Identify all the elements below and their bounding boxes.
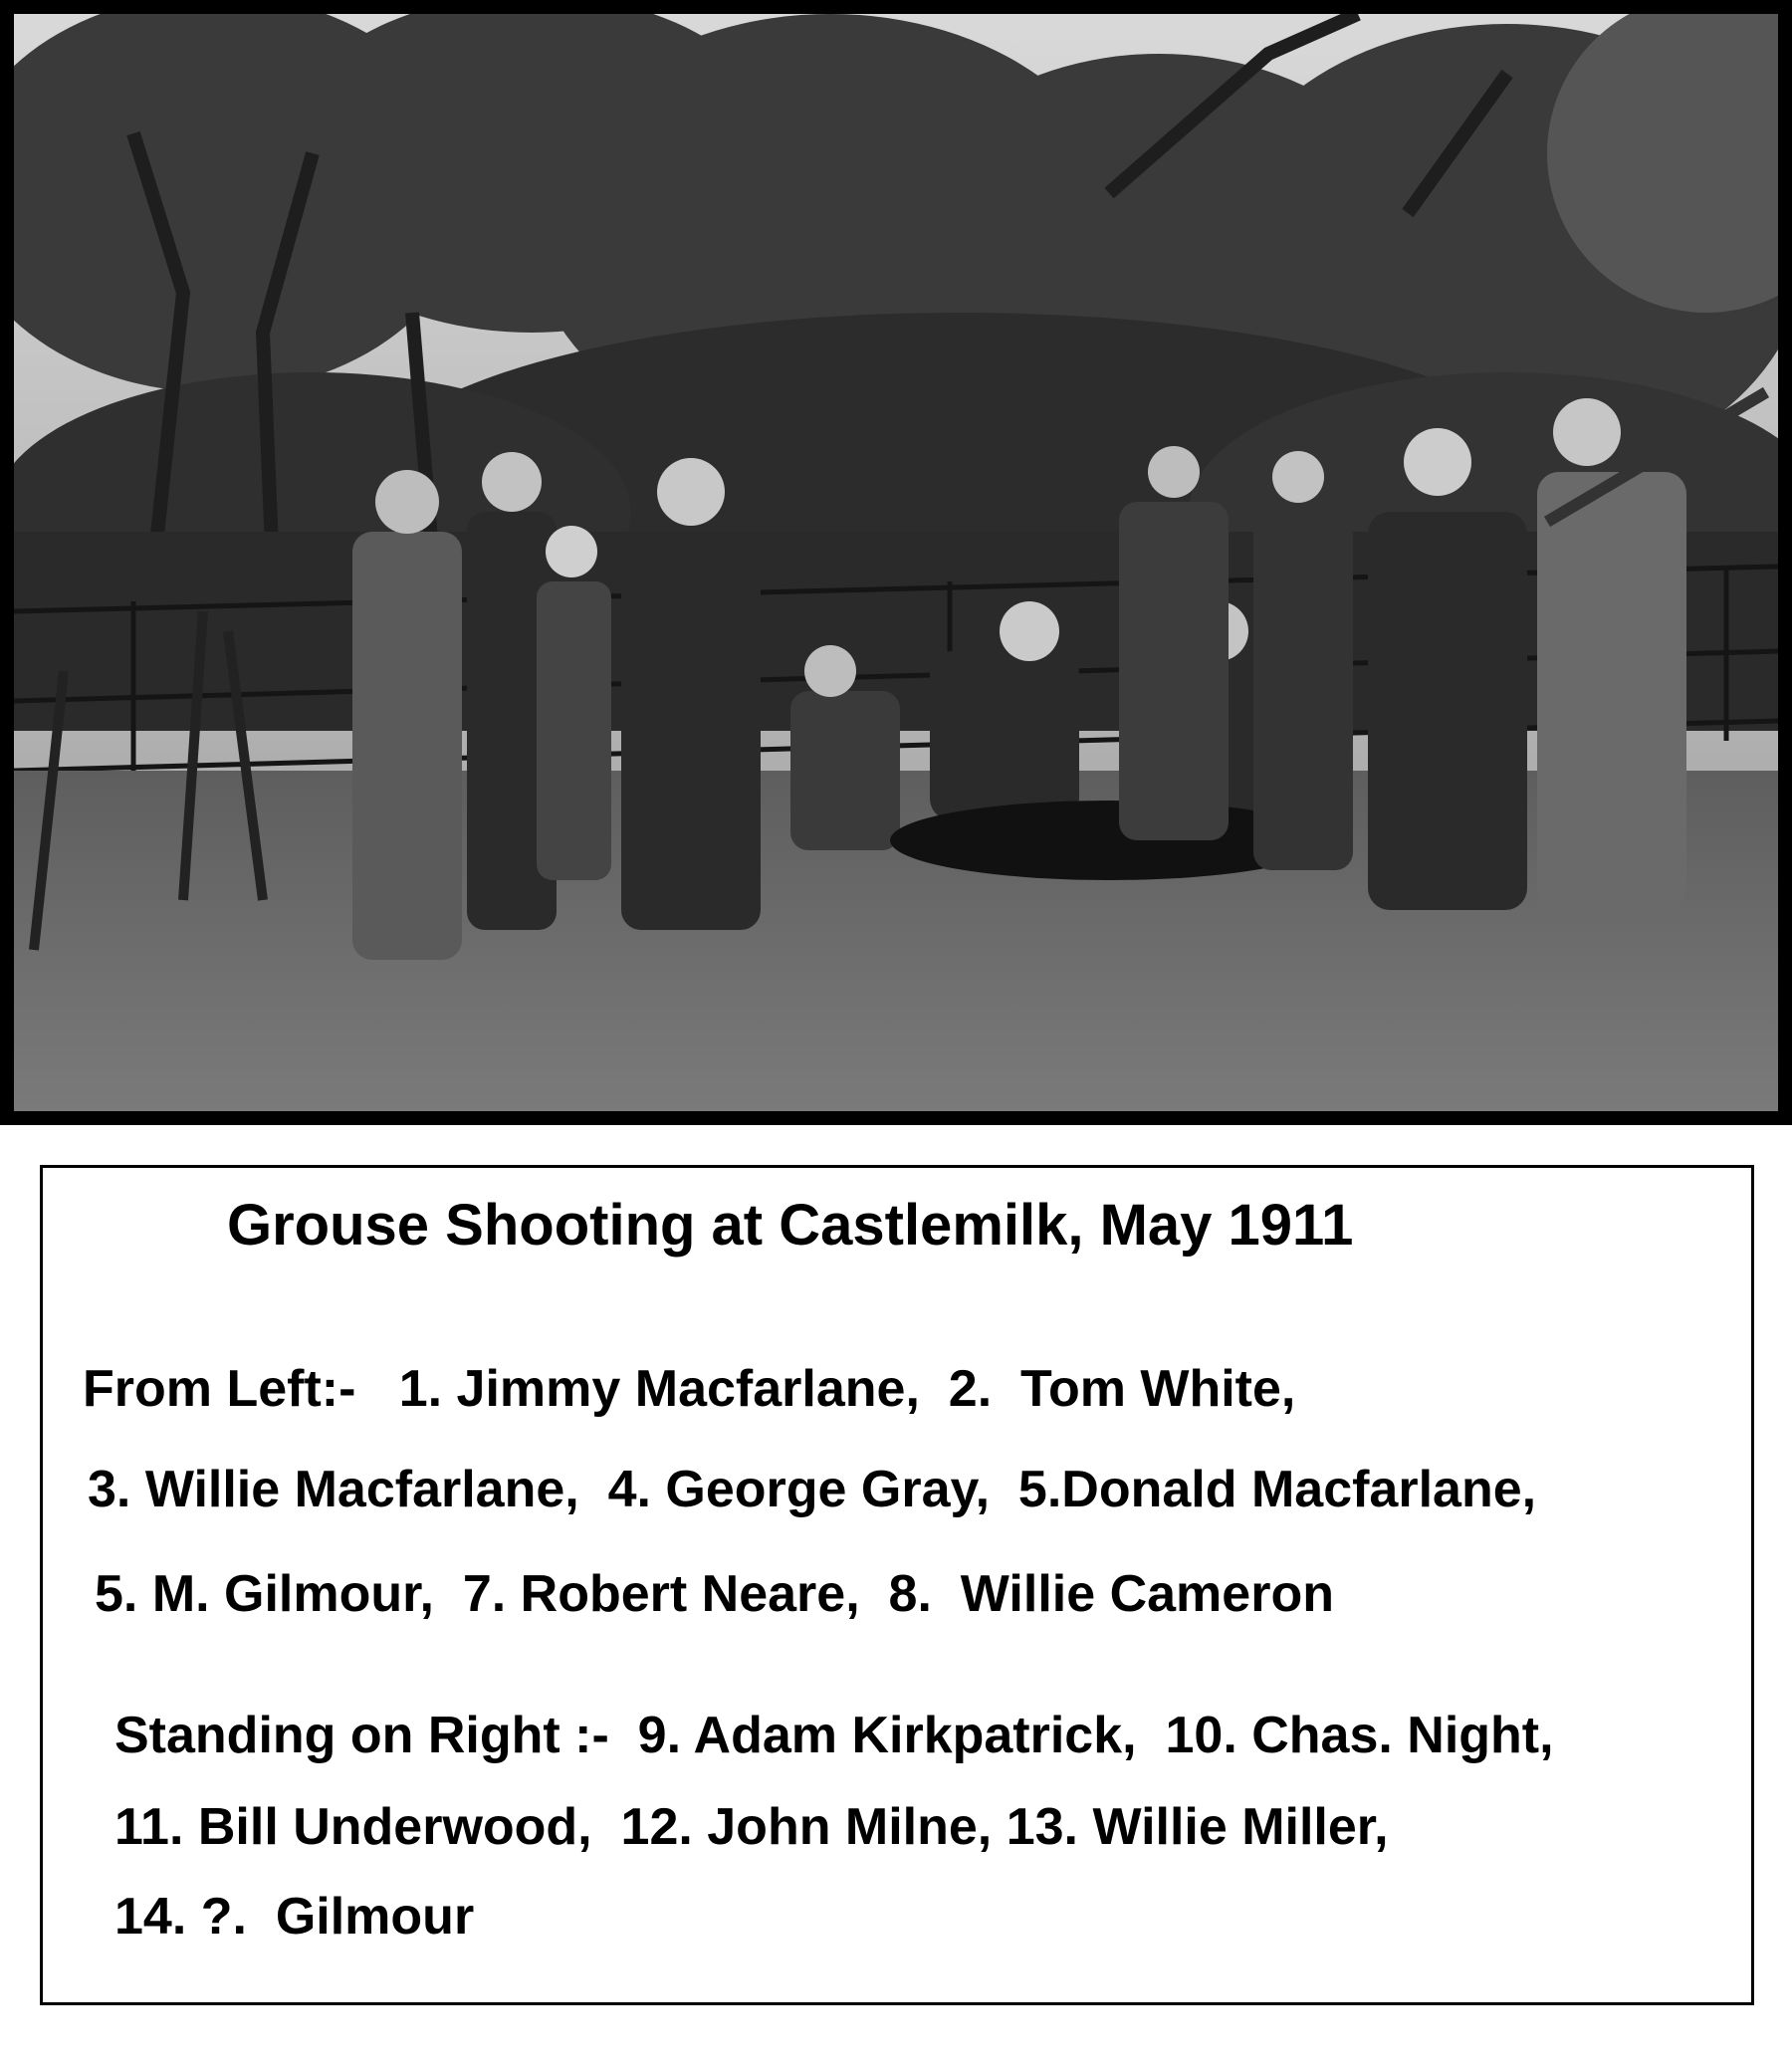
group-photograph xyxy=(14,14,1778,1111)
caption-line-names-11-13: 11. Bill Underwood, 12. John Milne, 13. Willie Miller, xyxy=(114,1798,1389,1856)
caption-line-standing-right: Standing on Right :- 9. Adam Kirkpatrick, 10. Chas. Night, xyxy=(114,1707,1554,1764)
caption-line-name-14: 14. ?. Gilmour xyxy=(114,1888,475,1946)
caption-line-from-left: From Left:- 1. Jimmy Macfarlane, 2. Tom White, xyxy=(83,1360,1296,1418)
caption-line-names-3-5: 3. Willie Macfarlane, 4. George Gray, 5.Donald Macfarlane, xyxy=(88,1461,1537,1518)
caption-title: Grouse Shooting at Castlemilk, May 1911 xyxy=(227,1193,1354,1258)
photograph-illustration xyxy=(14,14,1778,1111)
caption-line-names-5-8: 5. M. Gilmour, 7. Robert Neare, 8. Willie Cameron xyxy=(95,1565,1334,1623)
caption-box xyxy=(40,1165,1754,2005)
